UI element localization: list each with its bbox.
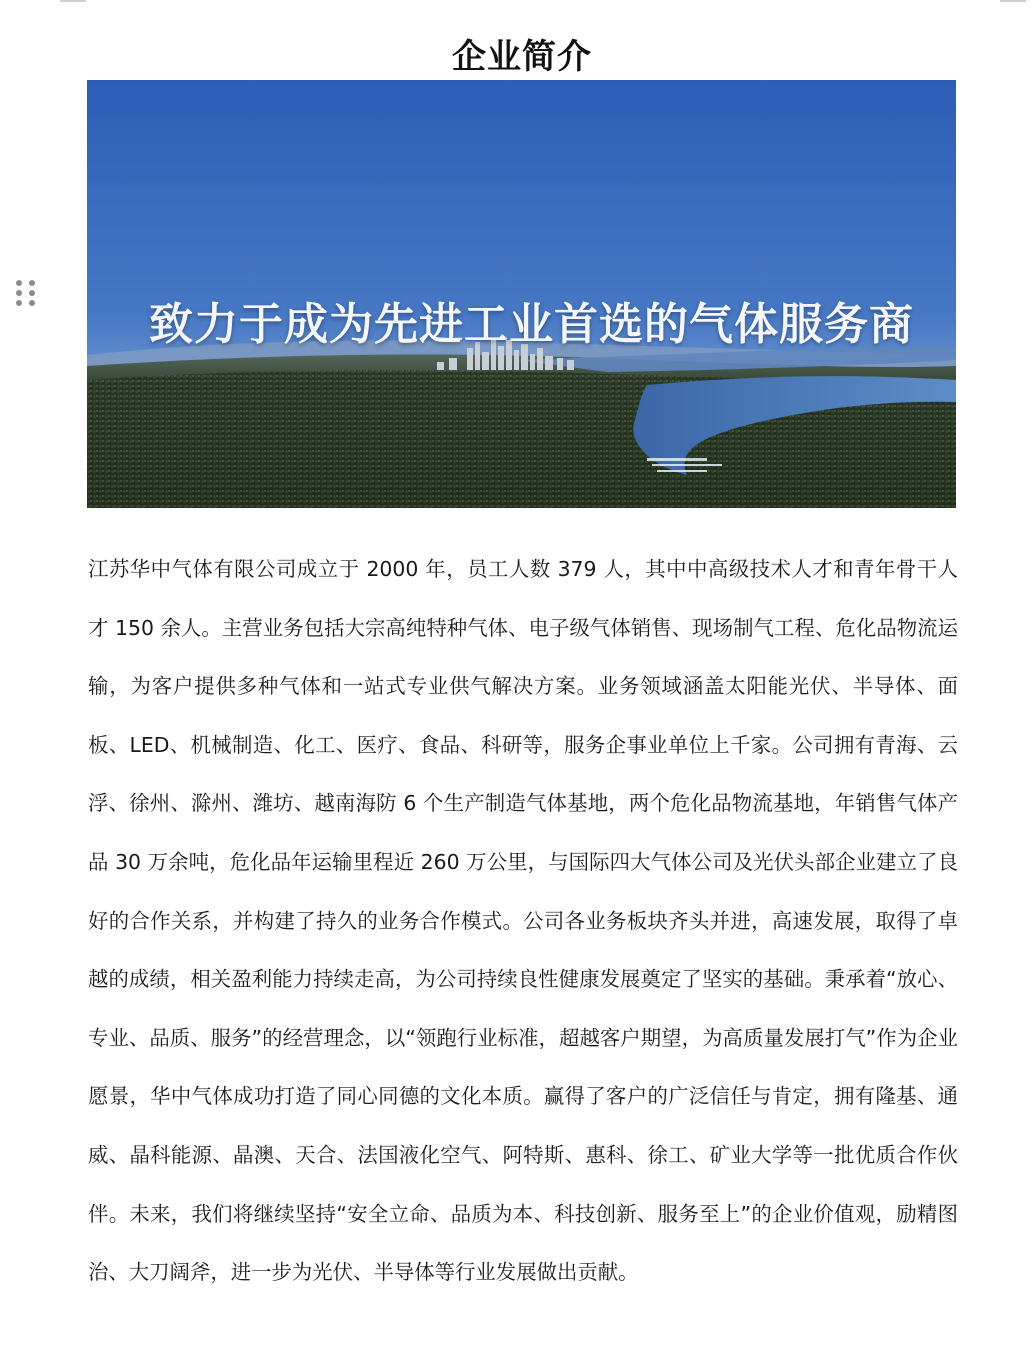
top-right-crop-mark [1000, 0, 1026, 2]
drag-dot [29, 290, 35, 296]
hero-banner-image [87, 80, 956, 508]
drag-dot [29, 280, 35, 286]
drag-dot [16, 300, 22, 306]
hero-slogan: 致力于成为先进工业首选的气体服务商 [149, 299, 914, 350]
company-intro-paragraph: 江苏华中气体有限公司成立于 2000 年，员工人数 379 人，其中中高级技术人才和青年骨干人才 150 余人。主营业务包括大宗高纯特种气体、电子级气体销售、现场制气工程、危化品物流运输，为客户提供多种气体和一站式专业供气解决方案。业务领域涵盖太阳能光伏、半导体、面板、LED、机械制造、化工、医疗、食品、科研等，服务企事业单位上千家。公司拥有青海、云浮、徐州、滁州、潍坊、越南海防 6 个生产制造气体基地，两个危化品物流基地，年销售气体产品 30 万余吨，危化品年运输里程近 260 万公里，与国际四大气体公司及光伏头部企业建立了良好的合作关系，并构建了持久的业务合作模式。公司各业务板块齐头并进，高速发展，取得了卓越的成绩，相关盈利能力持续走高，为公司持续良性健康发展奠定了坚实的基础。秉承着“放心、专业、品质、服务”的经营理念，以“领跑行业标准，超越客户期望，为高质量发展打气”作为企业愿景，华中气体成功打造了同心同德的文化本质。赢得了客户的广泛信任与肯定，拥有隆基、通威、晶科能源、晶澳、天合、法国液化空气、阿特斯、惠科、徐工、矿业大学等一批优质合作伙伴。未来，我们将继续坚持“安全立命、品质为本、科技创新、服务至上”的企业价值观，励精图治、大刀阔斧，进一步为光伏、半导体等行业发展做出贡献。 [88, 557, 958, 1285]
drag-handle-icon[interactable] [16, 280, 38, 310]
page-title: 企业简介 [452, 36, 592, 77]
drag-dot [16, 280, 22, 286]
top-left-crop-mark [60, 0, 86, 2]
drag-dot [29, 300, 35, 306]
drag-dot [16, 290, 22, 296]
